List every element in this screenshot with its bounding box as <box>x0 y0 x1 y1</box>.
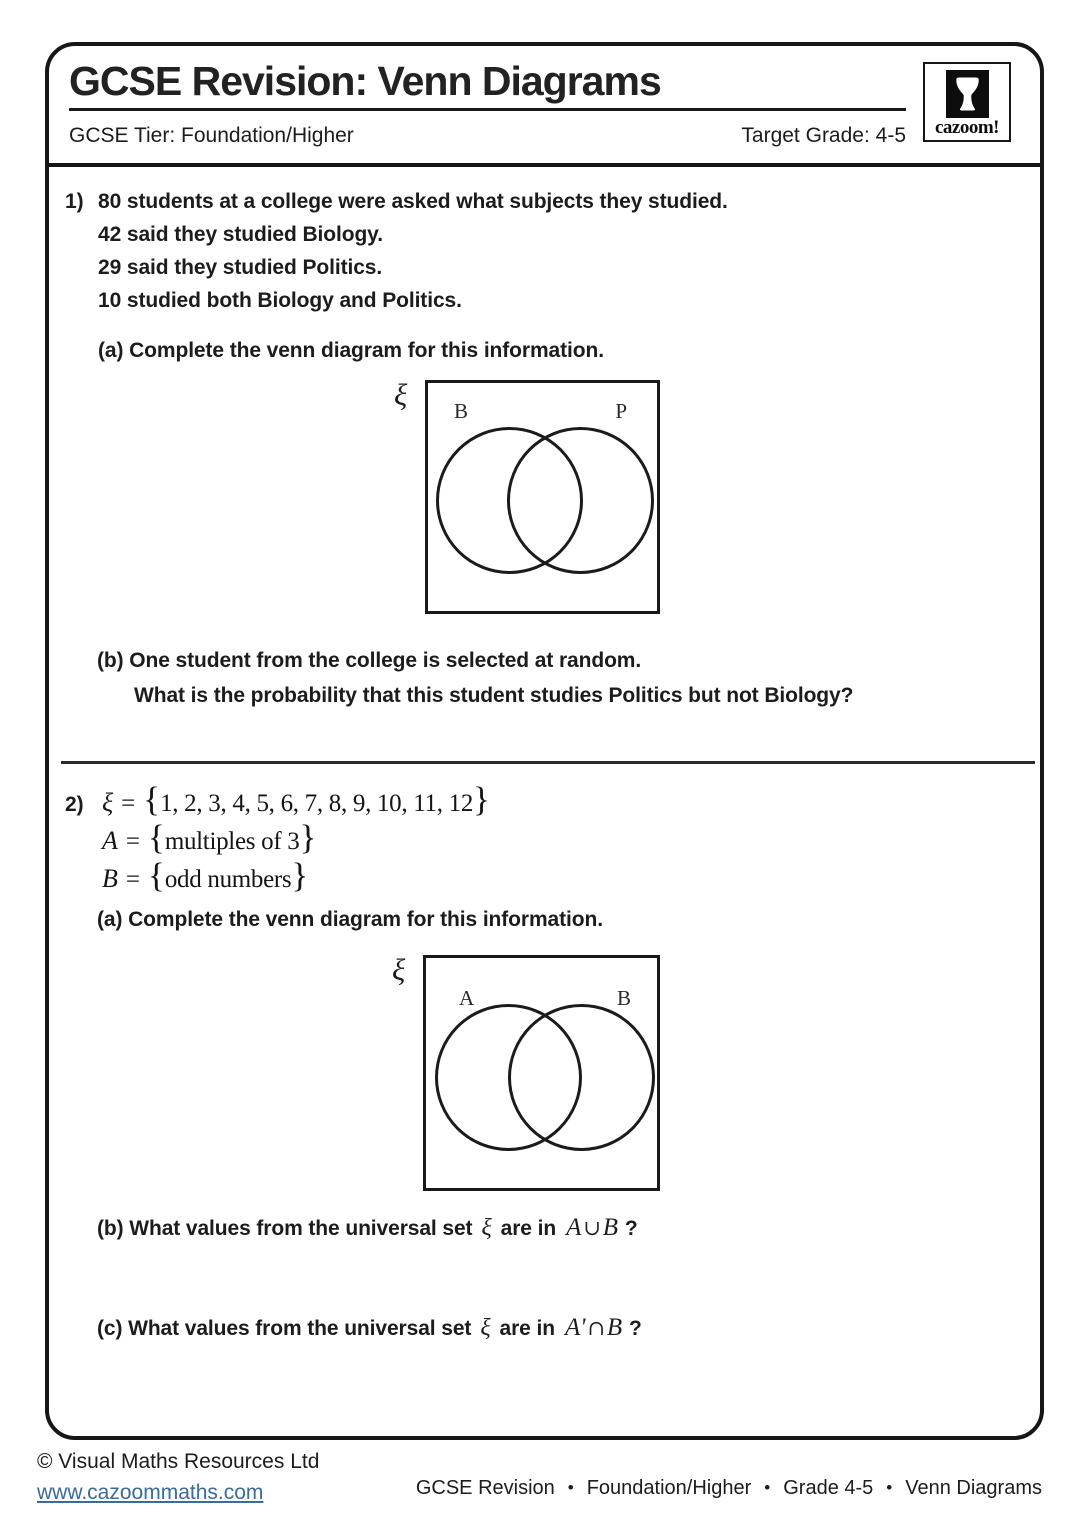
venn-diagram-2 <box>392 952 660 1191</box>
breadcrumb-item: Grade 4-5 <box>783 1477 874 1499</box>
set-expression-intersection <box>564 1314 623 1341</box>
footer-breadcrumb <box>416 1477 1042 1500</box>
open-brace: { <box>148 818 165 857</box>
xi-inline-symbol: ξ <box>481 1215 492 1241</box>
set-b-values: odd numbers <box>164 866 292 893</box>
venn2-left-set-label: A <box>459 986 475 1010</box>
question-1-part-b-line-2: What is the probability that this student studies Politics but not Biology? <box>134 684 854 707</box>
title-underline <box>69 108 906 111</box>
copyright-text: © Visual Maths Resources Ltd <box>37 1450 320 1473</box>
equals-sign: = <box>125 866 140 893</box>
cazoom-logo-text: cazoom! <box>934 117 1000 138</box>
bullet-separator: • <box>567 1477 574 1497</box>
question-mark: ? <box>624 1217 638 1240</box>
question-2-part-b <box>97 1214 638 1242</box>
close-brace: } <box>473 780 490 819</box>
website-link[interactable]: www.cazoommaths.com <box>37 1481 264 1504</box>
tier-label: GCSE Tier: Foundation/Higher <box>69 124 354 147</box>
set-definition-b <box>102 856 490 894</box>
xi-symbol: ξ <box>102 788 114 817</box>
question-2 <box>65 780 490 894</box>
close-brace: } <box>291 856 309 895</box>
question-1-part-b-line-1: (b) One student from the college is selected at random. <box>97 649 642 672</box>
question-2-part-a: (a) Complete the venn diagram for this information. <box>97 908 603 931</box>
question-1 <box>65 185 728 367</box>
venn1-left-set-label: B <box>454 399 469 423</box>
set-definition-a <box>102 818 490 856</box>
part-b-text-2: are in <box>500 1217 557 1240</box>
xi-inline-symbol: ξ <box>480 1315 491 1341</box>
universal-set-symbol-1: ξ <box>394 377 408 412</box>
breadcrumb-item: Venn Diagrams <box>905 1477 1042 1499</box>
expr-var-b: B <box>606 1314 623 1341</box>
part-b-text: (b) What values from the universal set <box>97 1217 473 1240</box>
open-brace: { <box>148 856 165 895</box>
open-brace: { <box>143 780 161 819</box>
question-1-line-1: 80 students at a college were asked what subjects they studied. <box>98 190 728 213</box>
header-divider <box>49 163 1040 167</box>
venn2-right-set-label: B <box>616 986 631 1010</box>
breadcrumb-item: Foundation/Higher <box>586 1477 752 1499</box>
question-mark: ? <box>629 1317 642 1340</box>
union-operator: ∪ <box>583 1216 601 1240</box>
part-c-text: (c) What values from the universal set <box>97 1317 472 1340</box>
set-definition-xi <box>65 780 490 818</box>
question-1-line-2: 42 said they studied Biology. <box>98 223 383 246</box>
universal-set-symbol-2: ξ <box>392 952 406 987</box>
bullet-separator: • <box>886 1477 893 1497</box>
question-1-part-a: (a) Complete the venn diagram for this information. <box>98 339 604 362</box>
breadcrumb-item: GCSE Revision <box>415 1477 555 1499</box>
expr-var-b: B <box>602 1214 618 1241</box>
expr-var-a-complement: A' <box>564 1314 586 1341</box>
question-2-part-c <box>97 1314 642 1342</box>
page-title: GCSE Revision: Venn Diagrams <box>69 58 661 104</box>
venn1-right-set-label: P <box>615 399 627 423</box>
bullet-separator: • <box>764 1477 771 1497</box>
set-expression-union <box>566 1214 618 1241</box>
intersection-operator: ∩ <box>587 1316 605 1340</box>
equals-sign: = <box>121 790 136 817</box>
expr-var-a: A <box>566 1214 582 1241</box>
set-a-values: multiples of 3 <box>164 828 300 855</box>
set-b-symbol: B <box>102 864 118 893</box>
question-2-number: 2) <box>65 793 84 816</box>
header-meta-row <box>69 124 906 148</box>
venn-diagram-1 <box>394 377 660 614</box>
xi-set-values: 1, 2, 3, 4, 5, 6, 7, 8, 9, 10, 11, 12 <box>160 790 474 817</box>
question-1-line-4: 10 studied both Biology and Politics. <box>98 289 462 312</box>
set-a-symbol: A <box>102 826 118 855</box>
cazoom-logo <box>923 62 1011 142</box>
venn2-right-circle <box>508 1004 655 1151</box>
worksheet-border-box <box>45 42 1044 1440</box>
cazoom-drum-icon <box>946 70 989 118</box>
question-1-part-b <box>97 643 853 713</box>
question-1-line-3: 29 said they studied Politics. <box>98 256 383 279</box>
footer-left <box>37 1450 319 1505</box>
question-divider <box>61 761 1035 764</box>
venn1-right-circle <box>507 427 654 574</box>
target-grade-label: Target Grade: 4-5 <box>741 124 906 147</box>
equals-sign: = <box>125 828 140 855</box>
part-c-text-2: are in <box>499 1317 555 1340</box>
close-brace: } <box>299 818 317 857</box>
question-1-number: 1) <box>65 190 84 213</box>
